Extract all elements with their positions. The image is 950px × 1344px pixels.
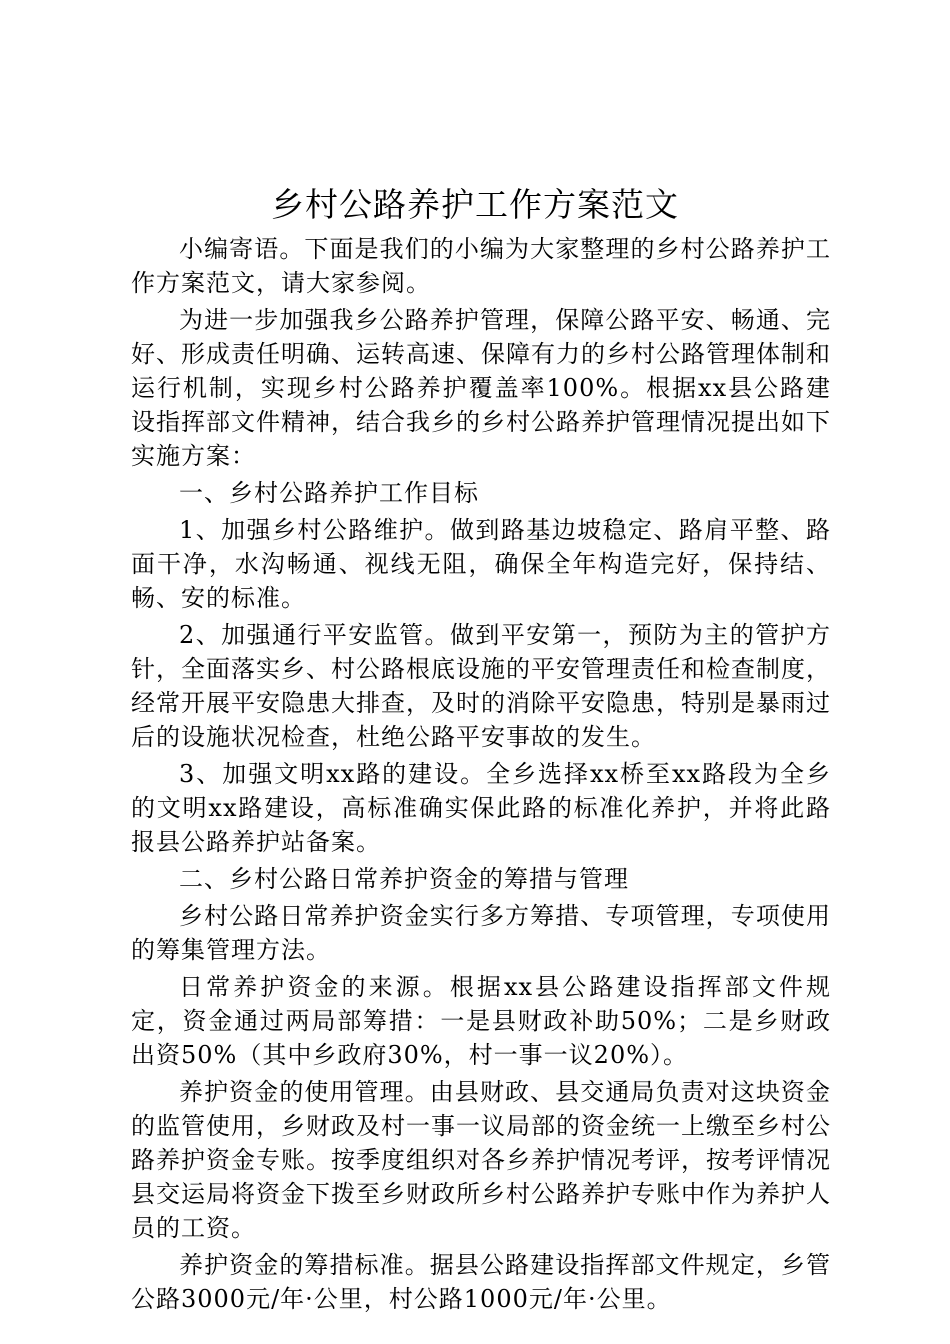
paragraph-purpose: 为进一步加强我乡公路养护管理，保障公路平安、畅通、完好、形成责任明确、运转高速、保障有力的乡村公路管理体制和运行机制，实现乡村公路养护覆盖率100%。根据xx县公路建设指挥部文件精神，结合我乡的乡村公路养护管理情况提出如下实施方案： [131,306,831,470]
document-title: 乡村公路养护工作方案范文 [271,185,679,224]
paragraph-intro: 小编寄语。下面是我们的小编为大家整理的乡村公路养护工作方案范文，请大家参阅。 [131,235,831,297]
paragraph-item-1: 1、加强乡村公路维护。做到路基边坡稳定、路肩平整、路面干净，水沟畅通、视线无阻，确保全年构造完好，保持结、畅、安的标准。 [131,516,831,612]
paragraph-funding-source: 日常养护资金的来源。根据xx县公路建设指挥部文件规定，资金通过两局部筹措：一是县财政补助50%；二是乡财政出资50%（其中乡政府30%，村一事一议20%）。 [131,973,831,1069]
paragraph-item-3: 3、加强文明xx路的建设。全乡选择xx桥至xx路段为全乡的文明xx路建设，高标准确实保此路的标准化养护，并将此路报县公路养护站备案。 [131,760,831,856]
paragraph-funding-overview: 乡村公路日常养护资金实行多方筹措、专项管理，专项使用的筹集管理方法。 [131,902,831,964]
section-heading-2: 二、乡村公路日常养护资金的筹措与管理 [179,865,629,893]
paragraph-funding-standard: 养护资金的筹措标准。据县公路建设指挥部文件规定，乡管公路3000元/年·公里，村公路1000元/年·公里。 [131,1251,831,1313]
section-heading-1: 一、乡村公路养护工作目标 [179,479,479,507]
paragraph-item-2: 2、加强通行平安监管。做到平安第一，预防为主的管护方针，全面落实乡、村公路根底设施的平安管理责任和检查制度，经常开展平安隐患大排查，及时的消除平安隐患，特别是暴雨过后的设施状况检查，杜绝公路平安事故的发生。 [131,621,831,751]
document-body [131,232,831,1319]
paragraph-funding-management: 养护资金的使用管理。由县财政、县交通局负责对这块资金的监管使用，乡财政及村一事一议局部的资金统一上缴至乡村公路养护资金专账。按季度组织对各乡养护情况考评，按考评情况县交运局将资金下拨至乡财政所乡村公路养护专账中作为养护人员的工资。 [131,1078,831,1242]
